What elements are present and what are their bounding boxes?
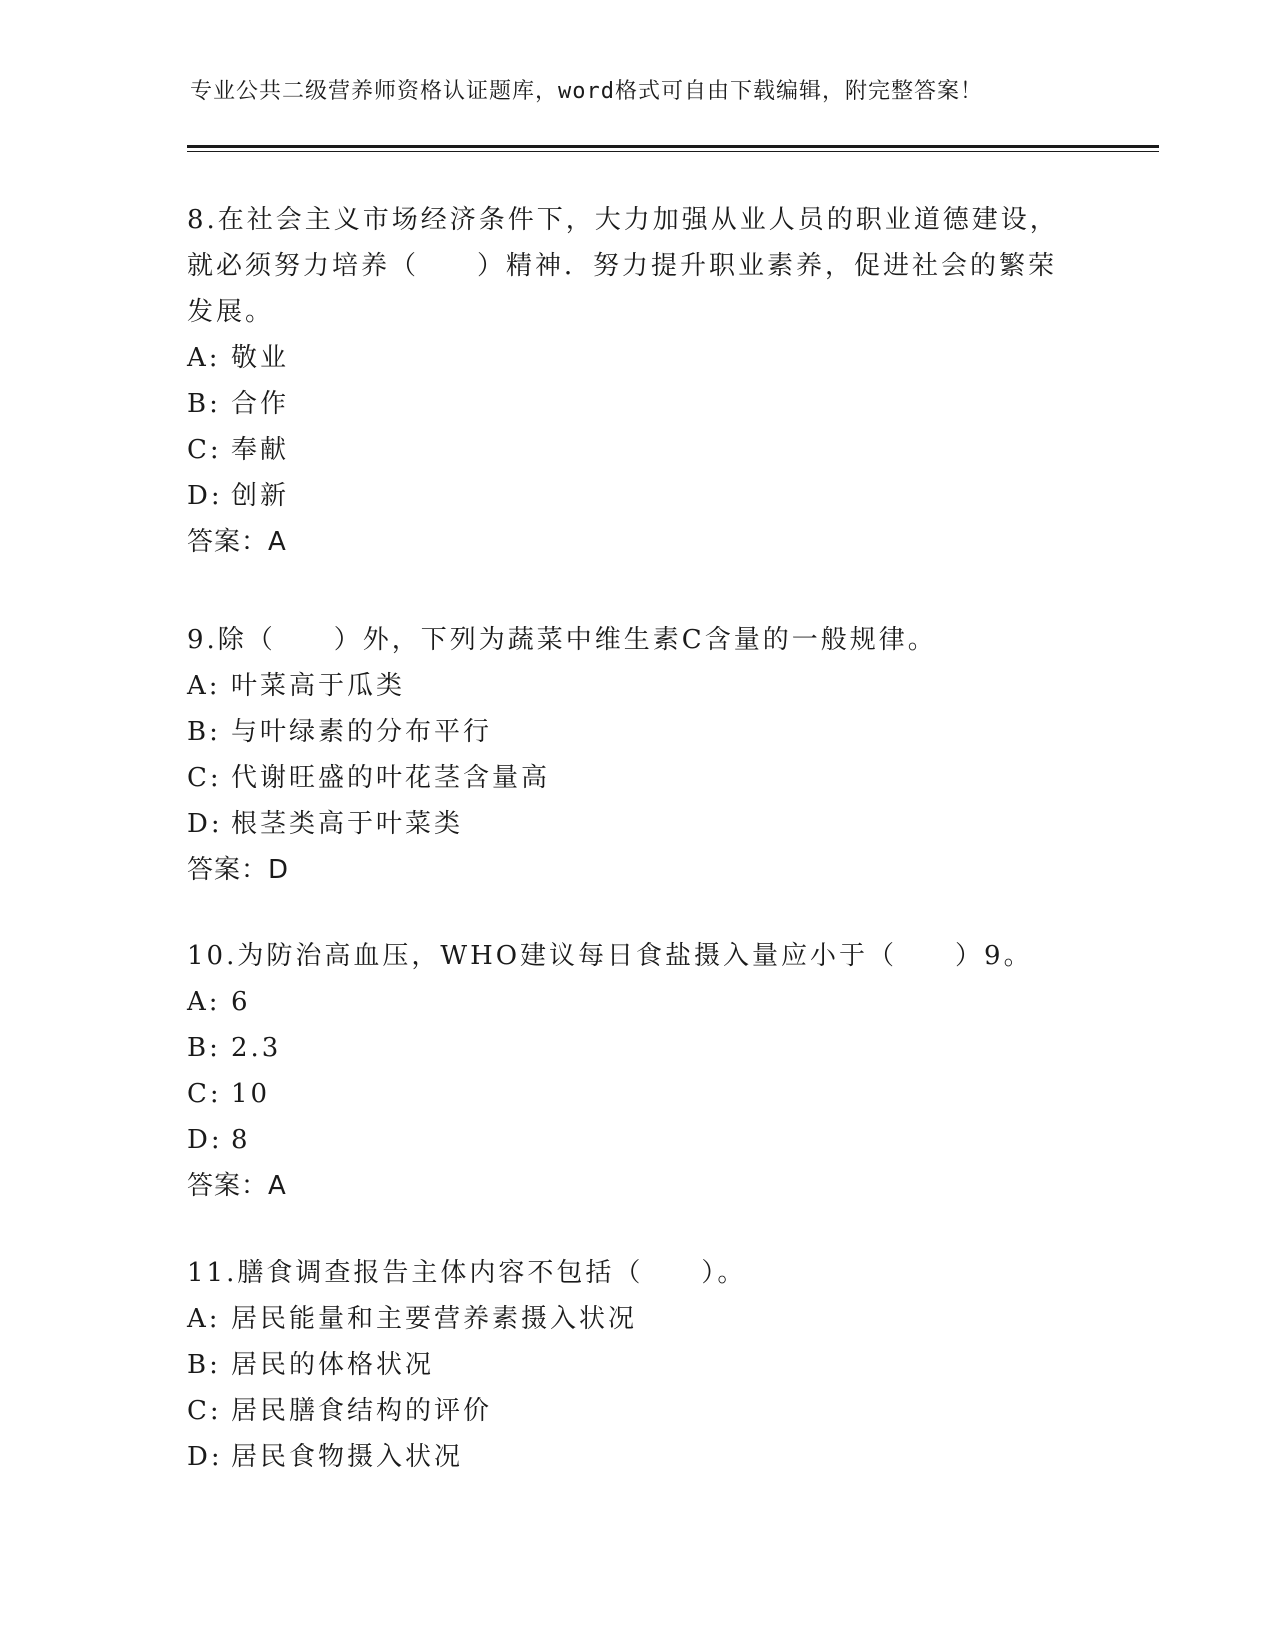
option-a: A: 敬业: [187, 343, 290, 373]
header-divider-thick: [187, 145, 1159, 148]
answer-label: 答案：D: [187, 855, 290, 885]
question-9: [187, 617, 1087, 893]
option-b: B: 居民的体格状况: [187, 1350, 435, 1380]
answer-label: 答案：A: [187, 527, 287, 557]
option-a: A: 居民能量和主要营养素摄入状况: [187, 1304, 638, 1334]
option-a: A: 6: [187, 987, 251, 1017]
option-c: C: 代谢旺盛的叶花茎含量高: [187, 763, 551, 793]
option-d: D: 居民食物摄入状况: [187, 1442, 464, 1472]
question-text-line: 8.在社会主义市场经济条件下，大力加强从业人员的职业道德建设，: [187, 205, 1059, 235]
option-c: C: 10: [187, 1079, 271, 1109]
option-d: D: 创新: [187, 481, 290, 511]
option-b: B: 与叶绿素的分布平行: [187, 717, 493, 747]
document-header: 专业公共二级营养师资格认证题库，word格式可自由下载编辑，附完整答案！: [190, 79, 983, 104]
question-11: [187, 1250, 1087, 1480]
header-divider-thin: [187, 151, 1159, 152]
option-b: B: 2.3: [187, 1033, 282, 1063]
option-a: A: 叶菜高于瓜类: [187, 671, 406, 701]
option-c: C: 居民膳食结构的评价: [187, 1396, 493, 1426]
question-10: [187, 933, 1087, 1209]
question-8: [187, 197, 1087, 565]
question-text-line: 发展。: [187, 297, 275, 327]
option-d: D: 8: [187, 1125, 251, 1155]
question-text-line: 10.为防治高血压，WHO建议每日食盐摄入量应小于（ ）9。: [187, 941, 1033, 971]
question-text-line: 就必须努力培养（ ）精神．努力提升职业素养，促进社会的繁荣: [187, 251, 1058, 281]
option-d: D: 根茎类高于叶菜类: [187, 809, 464, 839]
option-c: C: 奉献: [187, 435, 290, 465]
option-b: B: 合作: [187, 389, 290, 419]
answer-label: 答案：A: [187, 1171, 287, 1201]
question-text-line: 11.膳食调查报告主体内容不包括（ ）。: [187, 1258, 747, 1288]
question-text-line: 9.除（ ）外，下列为蔬菜中维生素C含量的一般规律。: [187, 625, 937, 655]
